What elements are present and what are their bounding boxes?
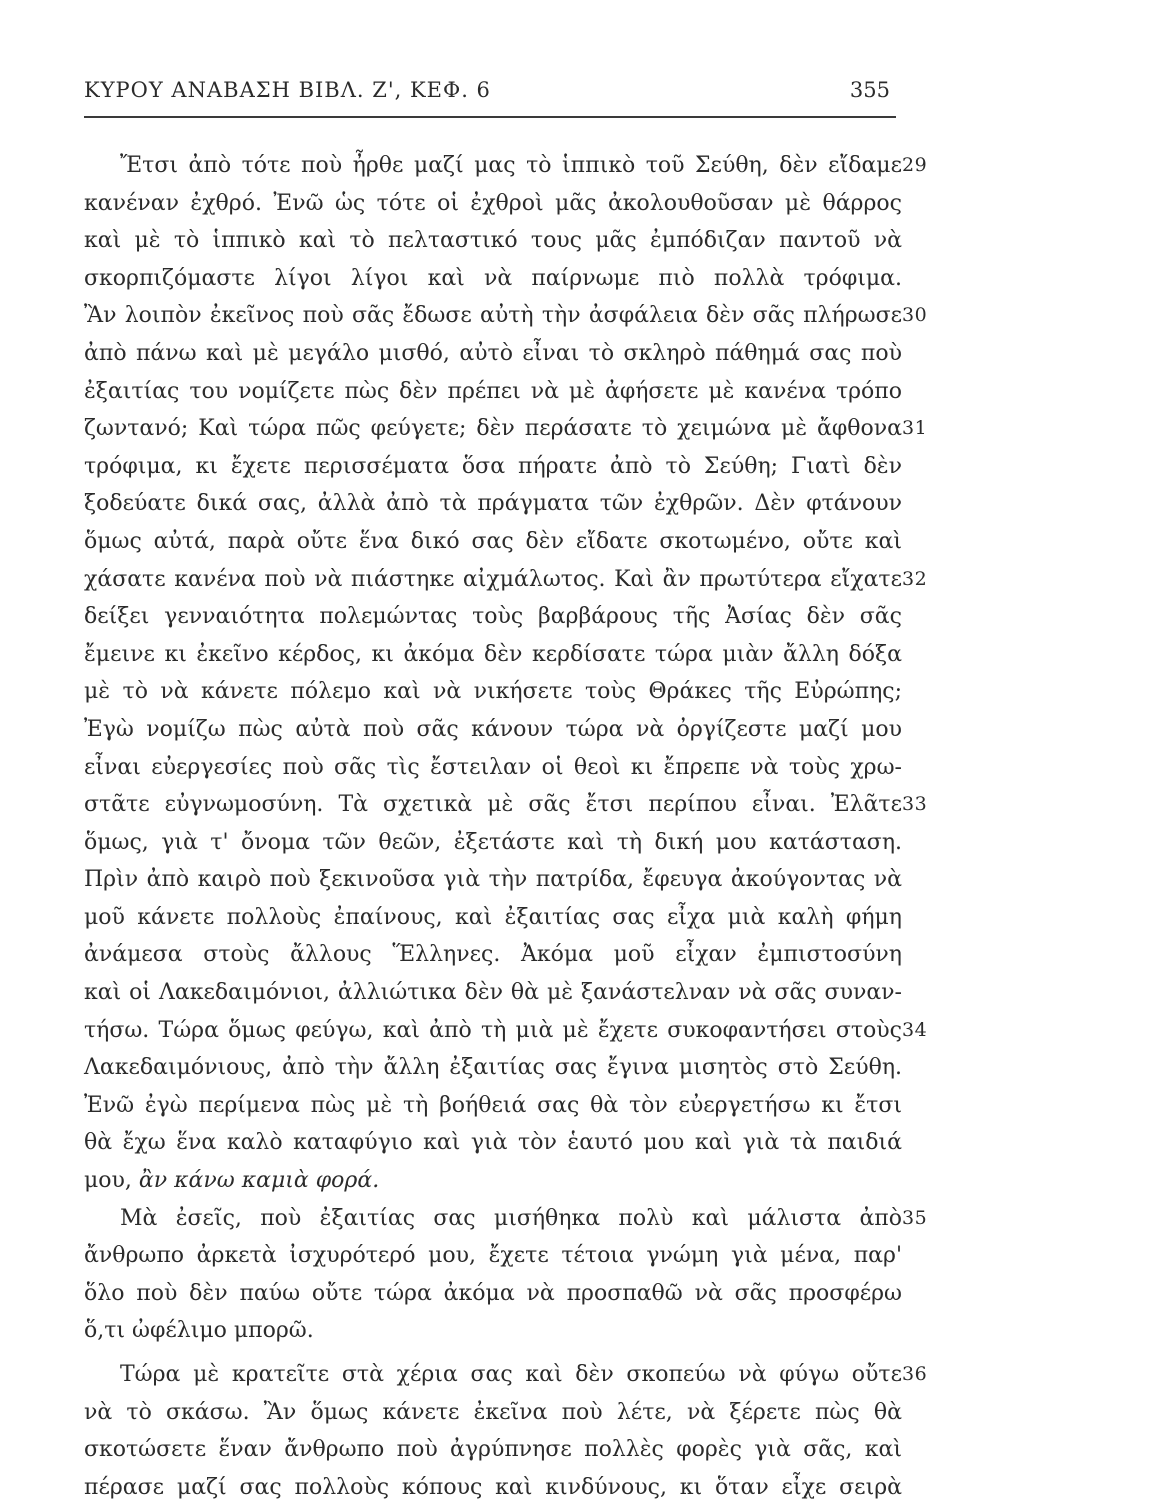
text-line xyxy=(84,1469,902,1500)
paragraph-1 xyxy=(84,147,928,1162)
line-text: κανέναν ἐχθρό. Ἐνῶ ὡς τότε οἱ ἐχθροὶ μᾶς ἀκολουθοῦσαν μὲ θάρρος xyxy=(84,190,902,216)
text-line xyxy=(84,185,902,223)
line-text: Ἂν λοιπὸν ἐκεῖνος ποὺ σᾶς ἔδωσε αὐτὴ τὴν ἀσφάλεια δὲν σᾶς πλήρωσε xyxy=(84,303,902,329)
section-number: 36 xyxy=(902,1363,928,1385)
line-text: ἄνθρωπο ἀρκετὰ ἰσχυρότερό μου, ἔχετε τέτοια γνώμη γιὰ μένα, παρ' xyxy=(84,1243,902,1269)
line-text: καὶ μὲ τὸ ἱππικὸ καὶ τὸ πελταστικό τους μᾶς ἐμπόδιζαν παντοῦ νὰ xyxy=(84,228,902,254)
section-number: 35 xyxy=(902,1206,928,1229)
text-line xyxy=(84,1394,902,1432)
text-line xyxy=(84,561,928,599)
text-line xyxy=(84,673,902,711)
line-text: μὲ τὸ νὰ κάνετε πόλεμο καὶ νὰ νικήσετε τοὺς Θράκες τῆς Εὐρώπης; xyxy=(84,679,902,705)
section-number: 32 xyxy=(902,567,928,590)
text-line xyxy=(84,335,902,373)
line-text: Λακεδαιμόνιους, ἀπὸ τὴν ἄλλη ἐξαιτίας σας ἔγινα μισητὸς στὸ Σεύθη. xyxy=(84,1055,902,1081)
line-text: χάσατε κανένα ποὺ νὰ πιάστηκε αἰχμάλωτος. Καὶ ἂν πρωτύτερα εἴχατε xyxy=(84,566,902,592)
section-number: 33 xyxy=(902,793,928,816)
line-text: μοῦ κάνετε πολλοὺς ἐπαίνους, καὶ ἐξαιτίας σας εἶχα μιὰ καλὴ φήμη xyxy=(84,904,902,930)
text-line xyxy=(84,373,902,411)
line-text: Ἐγὼ νομίζω πὼς αὐτὰ ποὺ σᾶς κάνουν τώρα νὰ ὀργίζεστε μαζί μου xyxy=(84,716,902,742)
text-line xyxy=(84,598,902,636)
text-line xyxy=(84,861,902,899)
page-header xyxy=(84,76,896,118)
text-line xyxy=(84,222,902,260)
line-text: πέρασε μαζί σας πολλοὺς κόπους καὶ κινδύνους, κι ὅταν εἶχε σειρὰ xyxy=(84,1474,902,1500)
page-number: 355 xyxy=(849,78,890,102)
section-number: 31 xyxy=(902,417,928,440)
line-text: ἔμεινε κι ἐκεῖνο κέρδος, κι ἀκόμα δὲν κερδίσατε τώρα μιὰν ἄλλη δόξα xyxy=(84,641,902,667)
section-number: 30 xyxy=(902,304,928,327)
text-line xyxy=(84,1087,902,1125)
line-text: Ἐνῶ ἐγὼ περίμενα πὼς μὲ τὴ βοήθειά σας θὰ τὸν εὐεργετήσω κι ἔτσι xyxy=(84,1092,902,1118)
line-text: καὶ οἱ Λακεδαιμόνιοι, ἀλλιώτικα δὲν θὰ μὲ ξανάστελναν νὰ σᾶς συναν- xyxy=(84,980,902,1006)
text-line xyxy=(84,936,902,974)
text-line xyxy=(84,1237,902,1275)
line-text: Τώρα μὲ κρατεῖτε στὰ χέρια σας καὶ δὲν σκοπεύω νὰ φύγω οὔτε xyxy=(120,1362,902,1387)
text-line xyxy=(84,485,902,523)
text-line xyxy=(84,1312,902,1350)
line-text: Πρὶν ἀπὸ καιρὸ ποὺ ξεκινοῦσα γιὰ τὴν πατρίδα, ἔφευγα ἀκούγοντας νὰ xyxy=(84,867,902,893)
section-number: 34 xyxy=(902,1018,928,1041)
text-line xyxy=(84,636,902,674)
text-line xyxy=(84,260,902,298)
text-line xyxy=(84,448,902,486)
line-text: ξοδεύατε δικά σας, ἀλλὰ ἀπὸ τὰ πράγματα τῶν ἐχθρῶν. Δὲν φτάνουν xyxy=(84,491,902,517)
line-text: τρόφιμα, κι ἔχετε περισσέματα ὅσα πήρατε ἀπὸ τὸ Σεύθη; Γιατὶ δὲν xyxy=(84,453,902,479)
line-text: ἀπὸ πάνω καὶ μὲ μεγάλο μισθό, αὐτὸ εἶναι τὸ σκληρὸ πάθημά σας ποὺ xyxy=(84,340,902,366)
text-line xyxy=(84,1200,928,1238)
line-text: ἀνάμεσα στοὺς ἄλλους Ἕλληνες. Ἀκόμα μοῦ εἶχαν ἐμπιστοσύνη xyxy=(84,942,902,968)
text-line xyxy=(84,1124,902,1162)
text-line xyxy=(84,1162,902,1200)
line-text-italic: ἂν κάνω καμιὰ φορά. xyxy=(138,1168,380,1194)
line-text: μου, xyxy=(84,1168,139,1194)
line-text: νὰ τὸ σκάσω. Ἂν ὅμως κάνετε ἐκεῖνα ποὺ λέτε, νὰ ξέρετε πὼς θὰ xyxy=(84,1399,902,1425)
text-line xyxy=(84,899,902,937)
line-text: σκορπιζόμαστε λίγοι λίγοι καὶ νὰ παίρνωμε πιὸ πολλὰ τρόφιμα. xyxy=(84,265,902,291)
text-line xyxy=(84,749,902,787)
line-text: Μὰ ἐσεῖς, ποὺ ἐξαιτίας σας μισήθηκα πολὺ καὶ μάλιστα ἀπὸ xyxy=(120,1205,902,1231)
paragraph-3 xyxy=(84,1356,928,1500)
line-text: Ἔτσι ἀπὸ τότε ποὺ ἦρθε μαζί μας τὸ ἱππικὸ τοῦ Σεύθη, δὲν εἴδαμε xyxy=(120,153,902,178)
text-line xyxy=(84,711,902,749)
line-text: ὅμως, γιὰ τ' ὄνομα τῶν θεῶν, ἐξετάστε καὶ τὴ δική μου κατάσταση. xyxy=(84,829,902,855)
paragraph-2 xyxy=(84,1200,928,1350)
text-body xyxy=(84,147,928,1500)
line-text: ζωντανό; Καὶ τώρα πῶς φεύγετε; δὲν περάσατε τὸ χειμώνα μὲ ἄφθονα xyxy=(84,416,902,442)
line-text: σκοτώσετε ἕναν ἄνθρωπο ποὺ ἀγρύπνησε πολλὲς φορὲς γιὰ σᾶς, καὶ xyxy=(84,1437,902,1463)
text-line xyxy=(84,786,928,824)
text-line xyxy=(84,297,928,335)
line-text: τήσω. Τώρα ὅμως φεύγω, καὶ ἀπὸ τὴ μιὰ μὲ ἔχετε συκοφαντήσει στοὺς xyxy=(84,1017,902,1043)
running-title: ΚΥΡΟΥ ΑΝΑΒΑΣΗ ΒΙΒΛ. Ζ', ΚΕΦ. 6 xyxy=(84,78,491,102)
text-line xyxy=(84,410,928,448)
text-line xyxy=(84,147,928,185)
line-text: δείξει γενναιότητα πολεμώντας τοὺς βαρβάρους τῆς Ἀσίας δὲν σᾶς xyxy=(84,604,902,630)
text-line xyxy=(84,1012,928,1050)
text-line xyxy=(84,824,902,862)
text-line xyxy=(84,974,902,1012)
line-text: εἶναι εὐεργεσίες ποὺ σᾶς τὶς ἔστειλαν οἱ θεοὶ κι ἔπρεπε νὰ τοὺς χρω- xyxy=(84,754,902,780)
line-text: ὅμως αὐτά, παρὰ οὔτε ἕνα δικό σας δὲν εἴδατε σκοτωμένο, οὔτε καὶ xyxy=(84,528,902,554)
line-text: ὅλο ποὺ δὲν παύω οὔτε τώρα ἀκόμα νὰ προσπαθῶ νὰ σᾶς προσφέρω xyxy=(84,1280,902,1306)
text-line xyxy=(84,523,902,561)
line-text: ἐξαιτίας του νομίζετε πὼς δὲν πρέπει νὰ μὲ ἀφήσετε μὲ κανένα τρόπο xyxy=(84,378,902,404)
line-text: στᾶτε εὐγνωμοσύνη. Τὰ σχετικὰ μὲ σᾶς ἔτσι περίπου εἶναι. Ἐλᾶτε xyxy=(84,792,902,818)
text-line xyxy=(84,1356,928,1394)
text-line xyxy=(84,1049,902,1087)
text-line xyxy=(84,1275,902,1313)
line-text: θὰ ἔχω ἕνα καλὸ καταφύγιο καὶ γιὰ τὸν ἑαυτό μου καὶ γιὰ τὰ παιδιά xyxy=(84,1130,902,1156)
line-text: ὅ,τι ὠφέλιμο μπορῶ. xyxy=(84,1318,314,1344)
text-line xyxy=(84,1431,902,1469)
section-number: 29 xyxy=(902,154,928,176)
